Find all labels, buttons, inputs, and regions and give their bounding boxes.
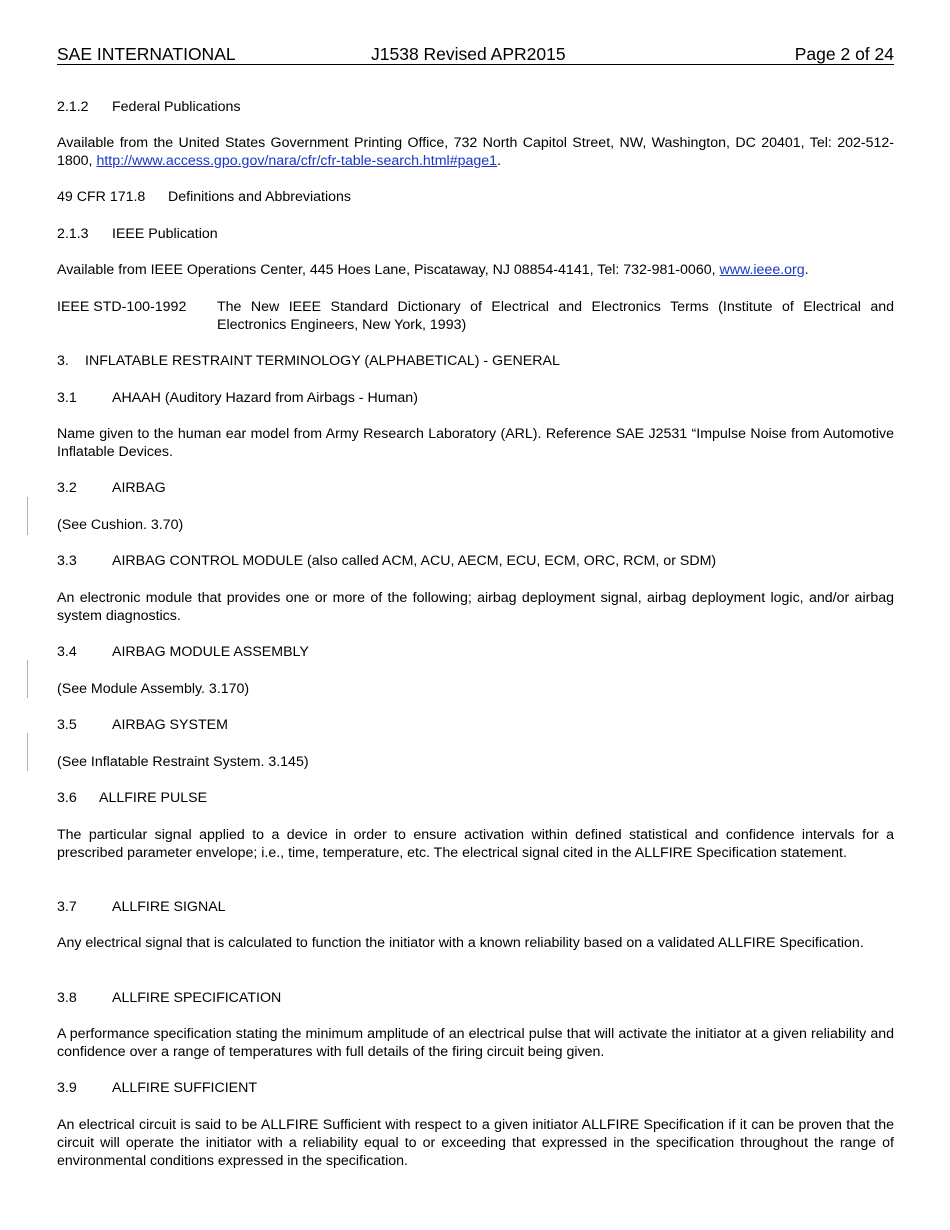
term-heading	[57, 389, 894, 407]
term-definition: Any electrical signal that is calculated to function the initiator with a known reliability based on a validated ALLFIRE Specification.	[57, 935, 864, 951]
section-heading-2-1-2	[57, 98, 894, 116]
term-title: AIRBAG MODULE ASSEMBLY	[112, 644, 309, 660]
page-header	[57, 44, 894, 65]
term-definition: (See Module Assembly. 3.170)	[57, 681, 250, 697]
term-definition: The particular signal applied to a device in order to ensure activation within defined statistical and confidence intervals for a prescribed parameter envelope; i.e., time, temperature, etc. The electrical signal cited in the ALLFIRE Specification statement.	[57, 827, 894, 861]
gpo-text: Available from the United States Government Printing Office, 732 North Capitol Street, NW, Washington, DC 20401, Tel: 202-512-1800,	[57, 135, 894, 169]
term-title: ALLFIRE PULSE	[99, 790, 208, 806]
term-heading	[57, 989, 894, 1007]
section-title: IEEE Publication	[112, 226, 218, 242]
term-number: 3.4	[57, 644, 77, 660]
term-heading	[57, 898, 894, 916]
term-heading	[57, 479, 894, 497]
ieee-period: .	[804, 262, 809, 278]
term-title: AIRBAG CONTROL MODULE (also called ACM, ACU, AECM, ECU, ECM, ORC, RCM, or SDM)	[112, 553, 717, 569]
term-number: 3.8	[57, 990, 77, 1006]
cfr-reference	[57, 188, 894, 206]
ieee-standard-reference	[57, 298, 894, 334]
ieee-standard-title: The New IEEE Standard Dictionary of Electrical and Electronics Terms (Institute of Electrical and Electronics Engineers, New York, 1993)	[217, 299, 894, 333]
header-document-id: J1538 Revised APR2015	[371, 44, 566, 64]
term-title: ALLFIRE SIGNAL	[112, 899, 226, 915]
section-title: INFLATABLE RESTRAINT TERMINOLOGY (ALPHABETICAL) - GENERAL	[85, 353, 560, 369]
revision-bar	[27, 733, 28, 771]
section-heading-2-1-3	[57, 225, 894, 243]
header-page-number: Page 2 of 24	[794, 44, 894, 64]
revision-bar	[27, 660, 28, 698]
section-title: Federal Publications	[112, 99, 241, 115]
term-title: AHAAH (Auditory Hazard from Airbags - Human)	[112, 390, 418, 406]
section-number: 3.	[57, 353, 69, 369]
term-number: 3.2	[57, 480, 77, 496]
term-title: AIRBAG	[112, 480, 166, 496]
term-definition: (See Inflatable Restraint System. 3.145)	[57, 754, 309, 770]
ieee-text: Available from IEEE Operations Center, 445 Hoes Lane, Piscataway, NJ 08854-4141, Tel: 732-981-0060,	[57, 262, 720, 278]
ieee-link[interactable]: www.ieee.org	[719, 262, 805, 278]
ieee-standard-number: IEEE STD-100-1992	[57, 299, 187, 315]
term-definition: An electronic module that provides one or more of the following; airbag deployment signal, airbag deployment logic, and/or airbag system diagnostics.	[57, 590, 894, 624]
term-definition: An electrical circuit is said to be ALLFIRE Sufficient with respect to a given initiator ALLFIRE Specification if it can be proven that the circuit will operate the initiator with a reliability equal to or exceeding that expressed in the specification throughout the range of environmental conditions expressed in the specification.	[57, 1117, 894, 1169]
section-number: 2.1.2	[57, 99, 89, 115]
term-definition: (See Cushion. 3.70)	[57, 517, 184, 533]
term-heading	[57, 789, 894, 807]
header-organization: SAE INTERNATIONAL	[57, 44, 236, 64]
revision-bar	[27, 497, 28, 535]
gpo-availability	[57, 134, 894, 170]
gpo-period: .	[497, 153, 502, 169]
section-heading-3	[57, 352, 894, 370]
term-definition: A performance specification stating the minimum amplitude of an electrical pulse that will activate the initiator at a given reliability and confidence over a range of temperatures with full details of the firing circuit being given.	[57, 1026, 894, 1060]
cfr-number: 49 CFR 171.8	[57, 189, 146, 205]
term-heading	[57, 643, 894, 661]
term-number: 3.5	[57, 717, 77, 733]
term-number: 3.1	[57, 390, 77, 406]
term-heading	[57, 552, 894, 570]
gpo-link[interactable]: http://www.access.gpo.gov/nara/cfr/cfr-table-search.html#page1	[96, 153, 498, 169]
ieee-availability	[57, 261, 894, 279]
term-heading	[57, 716, 894, 734]
term-heading	[57, 1079, 894, 1097]
term-number: 3.6	[57, 790, 77, 806]
cfr-title: Definitions and Abbreviations	[168, 189, 351, 205]
term-title: AIRBAG SYSTEM	[112, 717, 228, 733]
term-number: 3.3	[57, 553, 77, 569]
section-number: 2.1.3	[57, 226, 89, 242]
term-number: 3.7	[57, 899, 77, 915]
term-number: 3.9	[57, 1080, 77, 1096]
term-definition: Name given to the human ear model from Army Research Laboratory (ARL). Reference SAE J2531 “Impulse Noise from Automotive Inflatable Devices.	[57, 426, 894, 460]
term-title: ALLFIRE SPECIFICATION	[112, 990, 282, 1006]
term-title: ALLFIRE SUFFICIENT	[112, 1080, 258, 1096]
